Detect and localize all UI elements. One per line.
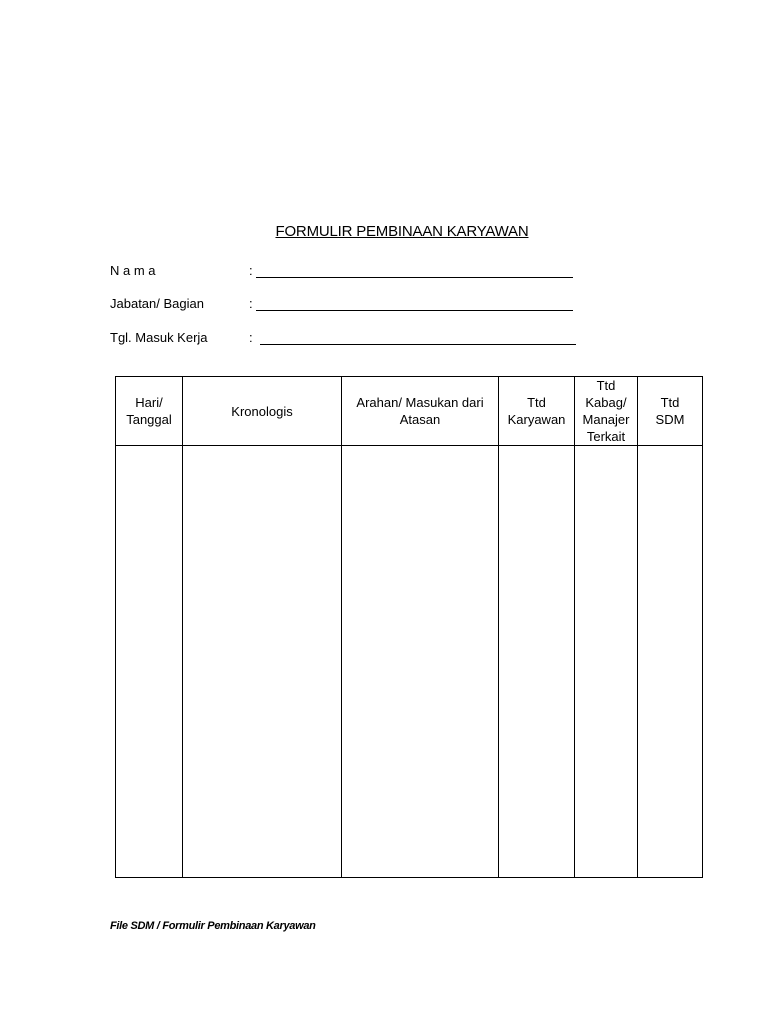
cell-ttd-karyawan[interactable] — [499, 446, 575, 878]
field-colon: : — [249, 296, 253, 311]
field-colon: : — [249, 263, 253, 278]
field-tgl-masuk — [110, 330, 580, 350]
column-header-line: Ttd — [660, 395, 680, 410]
cell-hari-tanggal[interactable] — [116, 446, 183, 878]
nama-input-line[interactable] — [256, 277, 573, 278]
field-colon: : — [249, 330, 253, 345]
field-label-tgl-masuk: Tgl. Masuk Kerja — [110, 330, 208, 345]
column-header-line: Terkait — [586, 429, 626, 444]
column-header-line: Ttd — [596, 378, 616, 393]
cell-arahan[interactable] — [342, 446, 499, 878]
column-header-line: SDM — [655, 412, 685, 427]
field-nama — [110, 263, 580, 283]
column-header-arahan — [342, 377, 499, 446]
coaching-table — [115, 376, 703, 878]
column-header-line: Hari/ — [135, 395, 163, 410]
tgl-masuk-input-line[interactable] — [260, 344, 576, 345]
column-header-line: Manajer — [582, 412, 630, 427]
column-header-line: Tanggal — [126, 412, 172, 427]
cell-ttd-sdm[interactable] — [638, 446, 703, 878]
footer-file-reference: File SDM / Formulir Pembinaan Karyawan — [110, 920, 316, 932]
jabatan-input-line[interactable] — [256, 310, 573, 311]
column-header-hari-tanggal — [116, 377, 183, 446]
field-jabatan — [110, 296, 580, 316]
column-header-line: Karyawan — [507, 412, 566, 427]
form-title: FORMULIR PEMBINAAN KARYAWAN — [275, 223, 529, 240]
column-header-line: Kronologis — [231, 403, 293, 419]
column-header-ttd-kabag — [575, 377, 638, 446]
field-label-nama: N a m a — [110, 263, 156, 278]
column-header-line: Ttd — [527, 395, 546, 410]
column-header-line: Atasan — [399, 412, 441, 427]
column-header-line: Arahan/ Masukan dari — [356, 395, 484, 410]
column-header-ttd-sdm — [638, 377, 703, 446]
column-header-ttd-karyawan — [499, 377, 575, 446]
column-header-kronologis — [183, 377, 342, 446]
column-header-line: Kabag/ — [585, 395, 627, 410]
cell-kronologis[interactable] — [183, 446, 342, 878]
cell-ttd-kabag[interactable] — [575, 446, 638, 878]
table-body-row — [116, 446, 703, 878]
table-header-row — [116, 377, 703, 446]
field-label-jabatan: Jabatan/ Bagian — [110, 296, 204, 311]
